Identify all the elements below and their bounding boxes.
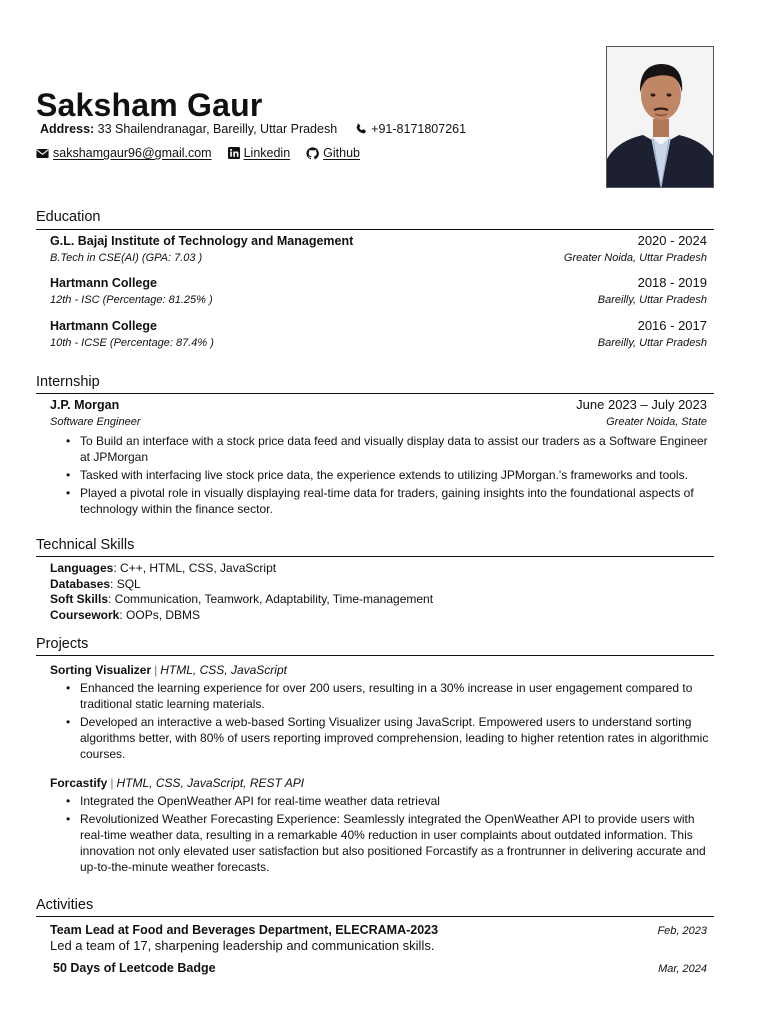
education-subrow — [50, 252, 707, 264]
address-text: 33 Shailendranagar, Bareilly, Uttar Pradesh — [97, 122, 338, 136]
skills-coursework — [50, 608, 710, 624]
section-divider — [36, 393, 714, 394]
section-divider — [36, 229, 714, 230]
school-name: G.L. Bajaj Institute of Technology and Management — [50, 234, 354, 248]
education-row — [50, 275, 707, 290]
separator: | — [110, 776, 114, 790]
skills-languages — [50, 561, 710, 577]
list-item: • Tasked with interfacing live stock price data, the experience extends to utilizing JPMorgan.'s frameworks and tools. — [64, 467, 716, 483]
list-item: • Developed an interactive a web-based Sorting Visualizer using JavaScript. Empowered users to understand sorting algorithms better, with 80% of users reporting improved comprehension, leading to higher retention rates in algorithmic courses. — [64, 714, 716, 762]
skills-value: : Communication, Teamwork, Adaptability, Time-management — [108, 592, 434, 607]
contact-row-links — [36, 146, 360, 160]
skills-label: Databases — [50, 576, 111, 591]
activity-date: Feb, 2023 — [657, 925, 707, 937]
internship-subrow — [50, 416, 707, 428]
envelope-icon — [36, 148, 49, 159]
section-divider — [36, 916, 714, 917]
school-name: Hartmann College — [50, 276, 157, 290]
contact-row-address — [40, 122, 466, 136]
list-item: • To Build an interface with a stock price data feed and visually display data to assist our traders as a Software Engineer at JPMorgan — [64, 433, 716, 465]
phone-contact — [355, 122, 466, 136]
section-title-skills: Technical Skills — [36, 537, 135, 553]
section-title-internship: Internship — [36, 374, 100, 390]
github-icon — [306, 147, 319, 160]
education-location: Greater Noida, Uttar Pradesh — [563, 252, 707, 264]
skills-databases — [50, 577, 710, 593]
separator: | — [154, 663, 158, 677]
github-contact[interactable] — [306, 146, 360, 160]
phone-number: +91-8171807261 — [371, 122, 467, 136]
company-name: J.P. Morgan — [50, 398, 120, 412]
email-link[interactable]: sakshamgaur96@gmail.com — [53, 146, 212, 160]
degree-text: 12th - ISC (Percentage: 81.25% ) — [50, 294, 213, 306]
project-tech: HTML, CSS, JavaScript — [160, 663, 287, 677]
project-bullets — [64, 680, 716, 764]
education-dates: 2016 - 2017 — [637, 318, 707, 333]
email-contact[interactable] — [36, 146, 212, 160]
education-location: Bareilly, Uttar Pradesh — [597, 337, 707, 349]
profile-photo — [606, 46, 714, 188]
skills-value: : OOPs, DBMS — [119, 607, 201, 622]
skills-label: Soft Skills — [50, 592, 109, 607]
project-name: Sorting Visualizer — [50, 663, 152, 677]
section-title-activities: Activities — [36, 897, 94, 913]
degree-text: B.Tech in CSE(AI) (GPA: 7.03 ) — [50, 252, 203, 264]
education-dates: 2018 - 2019 — [637, 275, 707, 290]
section-divider — [36, 556, 714, 557]
project-tech: HTML, CSS, JavaScript, REST API — [116, 776, 305, 790]
project-bullets — [64, 793, 716, 877]
skills-block — [50, 561, 710, 623]
resume-header — [36, 86, 596, 124]
list-item: • Revolutionized Weather Forecasting Experience: Seamlessly integrated the OpenWeather API to provide users with real-time weather data, resulting in a remarkable 40% reduction in user complaints about outdated information. This innovation not only elevated user satisfaction but also positioned Forcastify as a frontrunner in delivering accurate and up-to-the-minute weather forecasts. — [64, 811, 716, 875]
school-name: Hartmann College — [50, 319, 157, 333]
project-header — [50, 776, 304, 790]
activity-name: Team Lead at Food and Beverages Department, ELECRAMA-2023 — [50, 923, 439, 937]
section-divider — [36, 655, 714, 656]
list-item: • Integrated the OpenWeather API for real-time weather data retrieval — [64, 793, 716, 809]
education-row — [50, 318, 707, 333]
internship-bullets — [64, 433, 716, 519]
role-text: Software Engineer — [50, 416, 141, 428]
internship-row — [50, 397, 707, 412]
education-subrow — [50, 294, 707, 306]
linkedin-link[interactable]: Linkedin — [243, 146, 291, 160]
section-title-projects: Projects — [36, 636, 89, 652]
internship-location: Greater Noida, State — [606, 416, 707, 428]
activity-row — [53, 961, 707, 975]
skills-value: : SQL — [110, 576, 141, 591]
linkedin-icon — [228, 147, 240, 159]
phone-icon — [355, 123, 367, 135]
skills-label: Languages — [50, 561, 114, 575]
linkedin-contact[interactable] — [228, 146, 291, 160]
address-label: Address: — [40, 122, 95, 136]
skills-value: : C++, HTML, CSS, JavaScript — [113, 561, 277, 575]
education-row — [50, 233, 707, 248]
activity-date: Mar, 2024 — [658, 963, 707, 975]
github-link[interactable]: Github — [323, 146, 361, 160]
education-location: Bareilly, Uttar Pradesh — [597, 294, 707, 306]
education-dates: 2020 - 2024 — [637, 233, 707, 248]
activity-name: 50 Days of Leetcode Badge — [53, 961, 216, 975]
list-item: • Enhanced the learning experience for over 200 users, resulting in a 30% increase in user engagement compared to traditional static learning materials. — [64, 680, 716, 712]
project-name: Forcastify — [50, 776, 108, 790]
education-subrow — [50, 337, 707, 349]
skills-soft — [50, 592, 710, 608]
degree-text: 10th - ICSE (Percentage: 87.4% ) — [50, 337, 214, 349]
candidate-name: Saksham Gaur — [36, 87, 263, 123]
activity-description: Led a team of 17, sharpening leadership and communication skills. — [50, 938, 435, 953]
project-header — [50, 663, 287, 677]
activity-row — [50, 923, 707, 937]
list-item: • Played a pivotal role in visually displaying real-time data for traders, gaining insights into the foundational aspects of technology within the finance sector. — [64, 485, 716, 517]
internship-dates: June 2023 – July 2023 — [576, 397, 707, 412]
section-title-education: Education — [36, 209, 101, 225]
skills-label: Coursework — [50, 607, 120, 622]
